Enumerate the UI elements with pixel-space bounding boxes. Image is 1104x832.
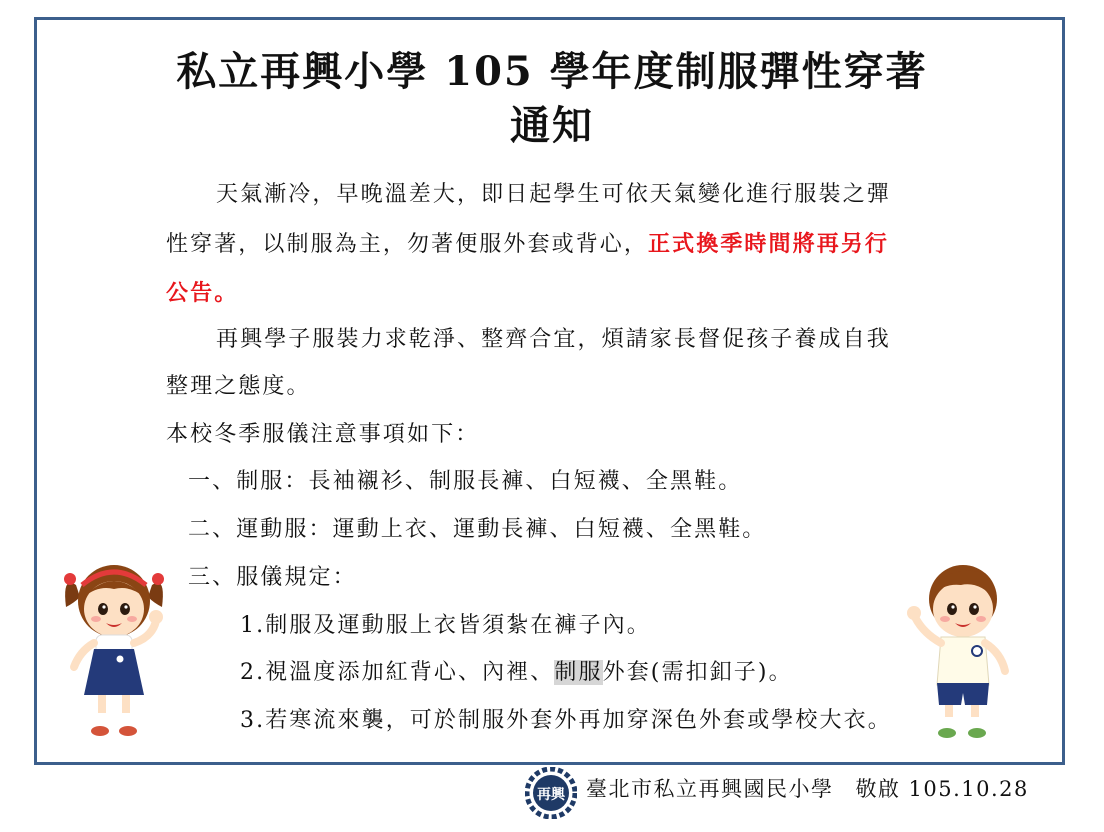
paragraph2-line2: 整理之態度。 — [166, 374, 311, 399]
paragraph1-line2-red: 正式換季時間將再另行 — [648, 231, 890, 257]
dress-rule-1: 1.制服及運動服上衣皆須紮在褲子內。 — [240, 613, 651, 638]
rule-item-uniform: 一、制服：長袖襯衫、制服長褲、白短襪、全黑鞋。 — [188, 469, 743, 494]
dress-rule-2-text-b: 外套(需扣釦子)。 — [602, 660, 793, 685]
footer-sign: 敬啟 — [855, 777, 901, 801]
paragraph1-line3: 公告。 — [166, 280, 239, 306]
rule-item-sportswear: 二、運動服：運動上衣、運動長褲、白短襪、全黑鞋。 — [188, 517, 767, 542]
school-logo-text: 再興 — [537, 787, 565, 803]
rules-heading: 本校冬季服儀注意事項如下： — [166, 422, 480, 447]
paragraph1-line2 — [166, 233, 889, 256]
notice-title-line2: 通知 — [510, 102, 594, 149]
boy-student-illustration — [905, 555, 1013, 745]
dress-rule-2 — [240, 662, 793, 684]
dress-rule-2-highlight: 制服 — [554, 660, 603, 685]
footer-date: 105.10.28 — [908, 777, 1029, 801]
notice-title-line1: 私立再興小學 105 學年度制服彈性穿著 — [176, 48, 928, 95]
footer-school-name: 臺北市私立再興國民小學 — [586, 777, 834, 801]
paragraph2-line1: 再興學子服裝力求乾淨、整齊合宜，煩請家長督促孩子養成自我 — [216, 327, 891, 352]
rule-item-dress-code: 三、服儀規定： — [188, 565, 357, 590]
girl-student-illustration — [60, 555, 168, 740]
dress-rule-3: 3.若寒流來襲，可於制服外套外再加穿深色外套或學校大衣。 — [240, 708, 892, 733]
dress-rule-2-text-a: 2.視溫度添加紅背心、內裡、 — [240, 660, 555, 685]
footer-signature — [586, 779, 1029, 800]
school-logo — [525, 767, 577, 819]
paragraph1-line2-text: 性穿著，以制服為主，勿著便服外套或背心， — [166, 232, 649, 257]
paragraph1-line1: 天氣漸冷，早晚溫差大，即日起學生可依天氣變化進行服裝之彈 — [216, 182, 891, 207]
